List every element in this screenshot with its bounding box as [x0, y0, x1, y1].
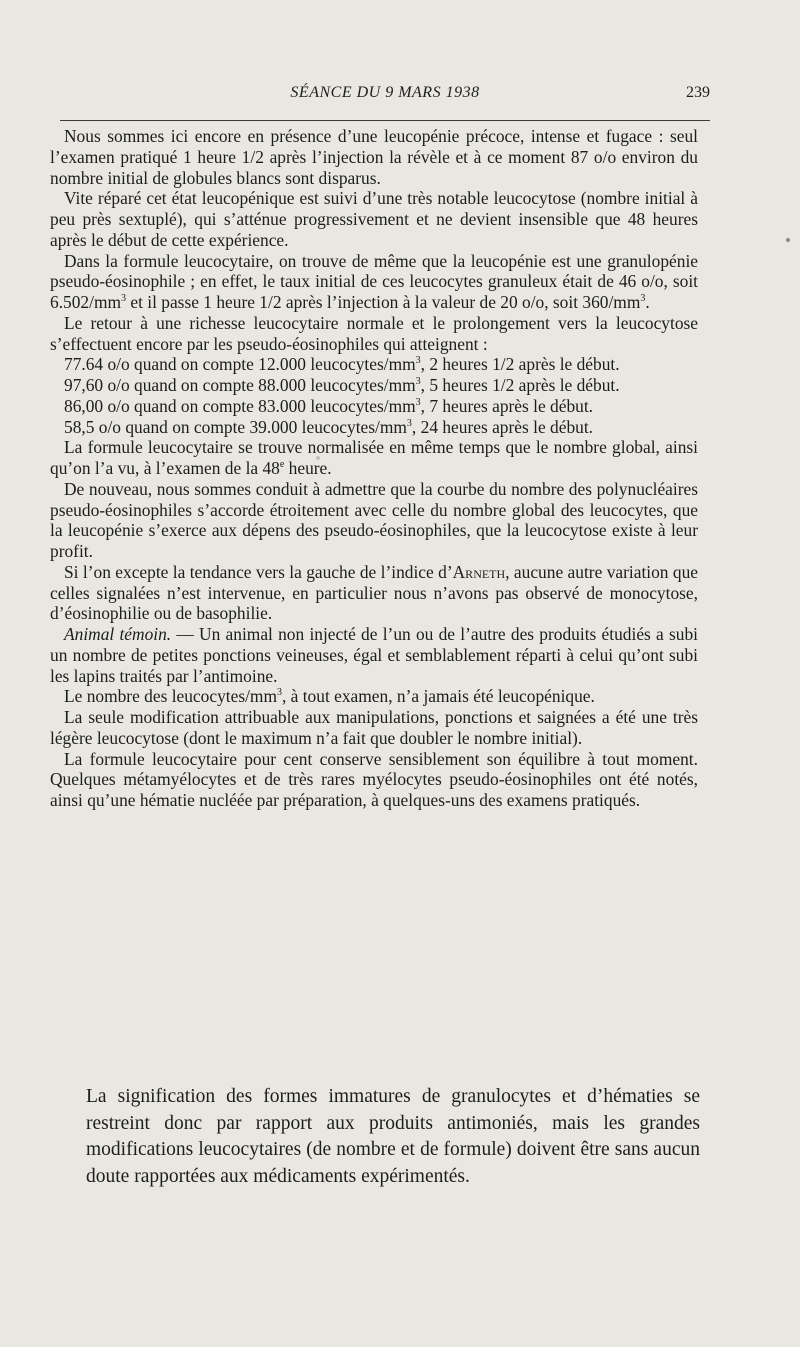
- superscript: 3: [640, 293, 646, 305]
- paragraph-text: heure.: [284, 458, 332, 478]
- list-item: [50, 396, 698, 417]
- author-name: Arneth: [452, 561, 506, 582]
- conclusion-paragraph: La signification des formes immatures de granulocytes et d’hématies se restreint donc par rapport aux produits antimoniés, mais les grandes modifications leucocytaires (de nombre et de formule) doivent être sans aucun doute rapportées aux médicaments expérimentés.: [86, 1086, 700, 1187]
- body-text: [50, 126, 698, 811]
- list-item-text: , 7 heures après le début.: [420, 395, 594, 416]
- paragraph: La formule leucocytaire pour cent conserve sensiblement son équilibre à tout moment. Quelques métamyélocytes et de très rares myélocytes pseudo-éosinophiles ont été notés, ainsi qu’une hématie nucléée par préparation, à quelques-uns des examens pratiqués.: [50, 748, 698, 810]
- superscript: e: [279, 459, 285, 471]
- header-rule: [60, 120, 710, 121]
- list-item: [50, 417, 698, 438]
- paragraph-text: Le nombre des leucocytes/mm: [64, 686, 277, 707]
- paper-speck: [316, 456, 320, 460]
- paragraph: [50, 624, 698, 686]
- list-item-text: , 2 heures 1/2 après le début.: [420, 354, 620, 375]
- paragraph-text: La formule leucocytaire se trouve normalisée en même temps que le nombre global, ainsi qu’on l’a vu, à l’examen de la 48: [50, 437, 698, 478]
- paragraph: [50, 686, 698, 707]
- paragraph-text: Dans la formule leucocytaire, on trouve de même que la leucopénie est une granulopénie pseudo-éosinophile ; en effet, le taux initial de ces leucocytes granuleux était de 46 o/o, soit 6.502/mm: [50, 250, 698, 312]
- paragraph: [50, 437, 698, 479]
- paragraph: La seule modification attribuable aux manipulations, ponctions et saignées a été une très légère leucocytose (dont le maximum n’a fait que doubler le nombre initial).: [50, 707, 698, 748]
- running-head: [60, 84, 710, 108]
- list-item: [50, 354, 698, 375]
- paragraph: [50, 562, 698, 624]
- paragraph-text: , aucune autre variation que celles signalées n’est intervenue, en particulier nous n’avons pas observé de monocytose, d’éosinophilie ou de basophilie.: [50, 561, 699, 624]
- paragraph-text: .: [645, 292, 650, 312]
- list-item-text: , 24 heures après le début.: [411, 416, 594, 437]
- page-number: 239: [686, 84, 710, 101]
- list-item-text: , 5 heures 1/2 après le début.: [420, 375, 620, 395]
- paper-speck: [786, 238, 790, 242]
- paragraph: Nous sommes ici encore en présence d’une leucopénie précoce, intense et fugace : seul l’examen pratiqué 1 heure 1/2 après l’injection la révèle et à ce moment 87 o/o environ du nombre initial de globules blancs sont disparus.: [50, 126, 698, 188]
- superscript: 3: [415, 396, 421, 408]
- paragraph-text: — Un animal non injecté de l’un ou de l’autre des produits étudiés a subi un nombre de petites ponctions veineuses, égal et semblablement réparti à celui qu’ont subi les lapins traités par l’antimoine.: [50, 624, 698, 686]
- superscript: 3: [121, 293, 127, 305]
- list-item: [50, 375, 698, 396]
- paragraph-text: et il passe 1 heure 1/2 après l’injection à la valeur de 20 o/o, soit 360/mm: [126, 292, 641, 312]
- paragraph: Vite réparé cet état leucopénique est suivi d’une très notable leucocytose (nombre initial à peu près sextuplé), qui s’atténue progressivement et ne devient insensible que 48 heures après le début de cette expérience.: [50, 188, 698, 250]
- paragraph: Le retour à une richesse leucocytaire normale et le prolongement vers la leucocytose s’effectuent encore par les pseudo-éosinophiles qui atteignent :: [50, 312, 698, 354]
- list-item-text: 58,5 o/o quand on compte 39.000 leucocytes/mm: [64, 416, 407, 437]
- paragraph: De nouveau, nous sommes conduit à admettre que la courbe du nombre des polynucléaires pseudo-éosinophiles s’accorde étroitement avec celle du nombre global des leucocytes, que la leucopénie s’exerce aux dépens des pseudo-éosinophiles, que la leucocytose existe à leur profit.: [50, 478, 698, 561]
- list-item-text: 77.64 o/o quand on compte 12.000 leucocytes/mm: [64, 354, 416, 375]
- paragraph-text: Si l’on excepte la tendance vers la gauche de l’indice d’: [64, 561, 453, 582]
- list-item-text: 86,00 o/o quand on compte 83.000 leucocytes/mm: [64, 395, 416, 416]
- paragraph: [50, 251, 698, 313]
- superscript: 3: [415, 376, 421, 388]
- list-item-text: 97,60 o/o quand on compte 88.000 leucocytes/mm: [64, 375, 416, 395]
- superscript: 3: [415, 355, 421, 367]
- running-head-title: SÉANCE DU 9 MARS 1938: [290, 84, 480, 101]
- section-label: Animal témoin.: [64, 624, 172, 644]
- superscript: 3: [406, 417, 412, 429]
- paragraph-text: , à tout examen, n’a jamais été leucopénique.: [281, 686, 595, 707]
- conclusion-block: [86, 1084, 700, 1190]
- superscript: 3: [276, 687, 282, 699]
